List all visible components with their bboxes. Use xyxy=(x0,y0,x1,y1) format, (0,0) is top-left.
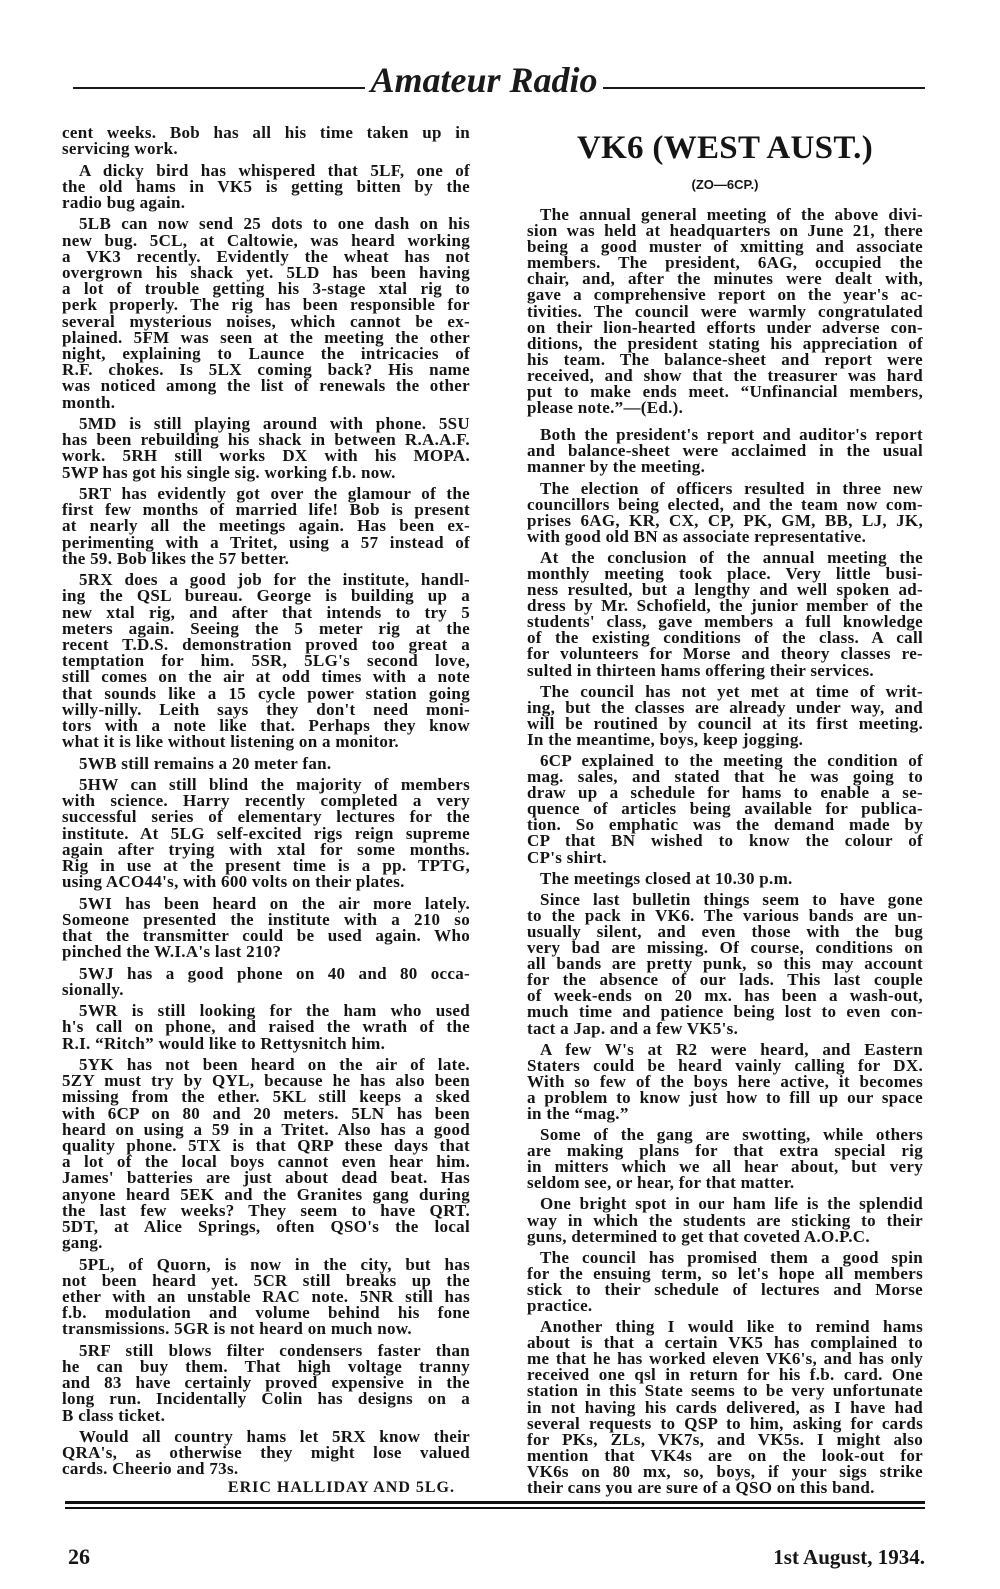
text-line: The meetings closed at 10.30 p.m. xyxy=(540,868,793,888)
text-line: was noticed among the list of renewals the other xyxy=(62,376,470,396)
text-line: 5MD is still playing around with phone. 5SU xyxy=(79,414,470,434)
text-line: the last few weeks? They seem to have QRT. xyxy=(62,1200,470,1220)
text-line: recent T.D.S. demonstration proved too great a xyxy=(62,635,470,655)
text-line: sionally. xyxy=(62,979,124,999)
text-line: in mitters which we all hear about, but very xyxy=(527,1157,923,1177)
paragraph xyxy=(527,207,923,416)
text-line: 5WR is still looking for the ham who used xyxy=(79,1001,470,1021)
text-line: in not having his cards delivered, as I have had xyxy=(527,1397,923,1417)
text-line: usually silent, and even those with the bug xyxy=(527,921,923,941)
text-line: in the “mag.” xyxy=(527,1103,629,1123)
text-line: way in which the students are sticking to their xyxy=(527,1210,923,1230)
text-line: to the pack in VK6. The various bands are un- xyxy=(527,905,923,925)
text-line: of week-ends on 20 mx. has been a wash-out, xyxy=(527,986,923,1006)
masthead-rule-right xyxy=(603,87,925,89)
text-line: gave a comprehensive report on the year's ac- xyxy=(527,285,923,305)
text-line: 5RX does a good job for the institute, handl- xyxy=(79,570,470,590)
text-line: has been rebuilding his shack in between R.A.A.F. xyxy=(62,430,470,450)
text-line: first few months of married life! Bob is present xyxy=(62,500,470,520)
text-line: will be routined by council at its first meeting. xyxy=(527,713,923,733)
text-line: The election of officers resulted in three new xyxy=(540,478,923,498)
text-line: quality phone. 5TX is that QRP these days that xyxy=(62,1136,470,1156)
text-line: CP that BN wished to know the colour of xyxy=(527,831,923,851)
paragraph xyxy=(62,1254,470,1339)
text-line: meters again. Seeing the 5 meter rig at the xyxy=(62,618,470,638)
text-line: servicing work. xyxy=(62,139,178,159)
text-line: mag. sales, and stated that he was going to xyxy=(527,767,923,787)
text-line: A few W's at R2 were heard, and Eastern xyxy=(540,1039,923,1059)
text-line: guns, determined to get that coveted A.O.P.C. xyxy=(527,1226,870,1246)
text-line: tors with a note like that. Perhaps they know xyxy=(62,716,470,736)
paragraph xyxy=(62,416,470,481)
text-line: plained. 5FM was seen at the meeting the other xyxy=(62,327,470,347)
text-line: with science. Harry recently completed a very xyxy=(62,791,470,811)
text-line: 5WB still remains a 20 meter fan. xyxy=(79,753,332,773)
text-line: long run. Incidentally Colin has designs on a xyxy=(62,1389,470,1409)
text-line: he can buy them. That high voltage tranny xyxy=(62,1357,470,1377)
text-line: 5WI has been heard on the air more lately. xyxy=(79,893,470,913)
text-line: Someone presented the institute with a 210 so xyxy=(62,909,470,929)
text-line: tact a Jap. and a few VK5's. xyxy=(527,1018,739,1038)
text-line: 5RT has evidently got over the glamour of the xyxy=(79,484,470,504)
text-line: 5YK has not been heard on the air of late. xyxy=(79,1055,470,1075)
text-line: on their lion-hearted efforts under adverse con- xyxy=(527,317,923,337)
section-header xyxy=(527,128,923,194)
paragraph xyxy=(527,1039,923,1123)
text-line: The annual general meeting of the above divi- xyxy=(540,205,923,224)
text-line: monthly meeting took place. Very little busi- xyxy=(527,563,923,583)
text-line: R.I. “Ritch” would like to Rettysnitch him. xyxy=(62,1033,386,1053)
text-line: 5HW can still blind the majority of members xyxy=(79,775,470,795)
text-line: 5RF still blows filter condensers faster than xyxy=(79,1340,470,1360)
text-line: Some of the gang are swotting, while others xyxy=(540,1125,923,1145)
text-line: chair, and, after the minutes were dealt with, xyxy=(527,269,923,289)
text-line: With so few of the boys here active, it becomes xyxy=(527,1071,923,1091)
text-line: being a good muster of xmitting and associate xyxy=(527,237,923,257)
text-line: much time and patience being lost to even con- xyxy=(527,1002,923,1022)
text-line: Would all country hams let 5RX know their xyxy=(79,1427,470,1447)
text-line: station in this State seems to be very unfortunate xyxy=(527,1381,923,1401)
text-line: a lot of the local boys cannot even hear him. xyxy=(62,1152,470,1172)
text-line: work. 5RH still works DX with his MOPA. xyxy=(62,446,470,466)
text-line: radio bug again. xyxy=(62,193,186,212)
text-line: One bright spot in our ham life is the splendid xyxy=(540,1194,923,1214)
text-line: councillors being elected, and the team now com- xyxy=(527,494,923,514)
text-line: CP's shirt. xyxy=(527,847,607,867)
text-line: institute. At 5LG self-excited rigs reign supreme xyxy=(62,823,470,843)
text-line: of the existing conditions of the class. A call xyxy=(527,628,923,648)
text-line: The council has promised them a good spin xyxy=(540,1247,923,1267)
text-line: students' class, gave members a full knowledge xyxy=(527,612,923,632)
paragraph xyxy=(62,1429,470,1478)
text-line: The council has not yet met at time of writ- xyxy=(540,681,923,701)
text-line: QRA's, as otherwise they might lose valued xyxy=(62,1443,470,1463)
text-line: ing the QSL bureau. George is building up a xyxy=(62,586,470,606)
text-line: are making plans for that extra special rig xyxy=(527,1141,923,1161)
text-line: A dicky bird has whispered that 5LF, one of xyxy=(79,160,470,180)
text-line: h's call on phone, and raised the wrath of the xyxy=(62,1017,470,1037)
left-column xyxy=(62,125,470,1496)
text-line: several mysterious noises, which cannot be ex- xyxy=(62,311,470,331)
text-line: what it is like without listening on a monitor. xyxy=(62,732,399,752)
text-line: a lot of trouble getting his 3-stage xtal rig to xyxy=(62,279,470,299)
text-line: not been heard yet. 5CR still breaks up the xyxy=(62,1270,470,1290)
text-line: At the conclusion of the annual meeting the xyxy=(540,547,923,567)
text-line: again after trying with xtal for some months. xyxy=(62,839,470,859)
text-line: Since last bulletin things seem to have gone xyxy=(540,889,923,909)
paragraph xyxy=(527,1247,923,1315)
paragraph xyxy=(527,681,923,749)
text-line: at nearly all the meetings again. Has been ex- xyxy=(62,516,470,536)
text-line: James' batteries are just about dead beat. Has xyxy=(62,1168,470,1188)
text-line: seldom see, or hear, for that matter. xyxy=(527,1173,795,1193)
paragraph xyxy=(62,216,470,410)
paragraph xyxy=(62,893,470,962)
masthead-title: Amateur Radio xyxy=(370,60,598,100)
text-line: R.F. chokes. Is 5LX coming back? His name xyxy=(62,360,470,380)
text-line: please note.”—(Ed.). xyxy=(527,398,684,418)
footer-rule-thin xyxy=(65,1507,925,1509)
text-line: for volunteers for Morse and theory classes re- xyxy=(527,644,923,664)
text-line: cards. Cheerio and 73s. xyxy=(62,1459,239,1479)
text-line: sion was held at headquarters on June 21, there xyxy=(527,221,923,241)
text-line: 6CP explained to the meeting the condition of xyxy=(540,751,923,770)
paragraph xyxy=(527,1196,923,1244)
author-signature: ERIC HALLIDAY AND 5LG. xyxy=(227,1478,455,1496)
text-line: received, and show that the treasurer was hard xyxy=(527,365,923,385)
text-line: for the absence of our lads. This last couple xyxy=(527,970,923,990)
text-line: with 6CP on 80 and 20 meters. 5LN has been xyxy=(62,1103,470,1123)
text-line: B class ticket. xyxy=(62,1405,166,1425)
text-line: prises 6AG, KR, CX, CP, PK, GM, BB, LJ, JK, xyxy=(527,510,923,530)
text-line: gang. xyxy=(62,1233,103,1253)
section-heading: VK6 (WEST AUST.) xyxy=(576,130,874,166)
text-line: month. xyxy=(62,392,116,412)
text-line: Both the president's report and auditor's report xyxy=(540,425,923,445)
paragraph xyxy=(527,1319,923,1496)
paragraph xyxy=(62,1057,470,1251)
text-line: using ACO44's, with 600 volts on their plates. xyxy=(62,872,405,892)
text-line: the 59. Bob likes the 57 better. xyxy=(62,548,290,568)
text-line: their cans you are sure of a QSO on this band. xyxy=(527,1478,875,1498)
text-line: draw up a schedule for hams to enable a se- xyxy=(527,783,923,803)
right-column xyxy=(527,207,923,1501)
text-line: the old hams in VK5 is getting bitten by the xyxy=(62,176,470,196)
text-line: all bands are pretty punk, so this may account xyxy=(527,954,923,974)
text-line: members. The president, 6AG, occupied the xyxy=(527,253,923,273)
paragraph xyxy=(527,427,923,475)
text-line: ness resulted, but a lengthy and well spoken ad- xyxy=(527,580,923,600)
text-line: night, explaining to Launce the intricacies of xyxy=(62,344,470,364)
text-line: anyone heard 5EK and the Granites gang during xyxy=(62,1184,470,1204)
text-line: manner by the meeting. xyxy=(527,457,706,477)
text-line: heard on using a 59 in a Tritet. Also has a good xyxy=(62,1119,470,1139)
text-line: 5PL, of Quorn, is now in the city, but has xyxy=(79,1254,470,1274)
footer-rule xyxy=(65,1501,925,1504)
text-line: new bug. 5CL, at Caltowie, was heard working xyxy=(62,230,470,250)
text-line: ether with an unstable RAC note. 5NR still has xyxy=(62,1287,470,1307)
text-line: Another thing I would like to remind hams xyxy=(540,1317,923,1337)
text-line: practice. xyxy=(527,1296,593,1315)
text-line: sulted in thirteen hams offering their services. xyxy=(527,660,874,680)
paragraph xyxy=(62,125,470,157)
text-line: perk properly. The rig has been responsible for xyxy=(62,295,470,315)
text-line: tion. So emphatic was the demand made by xyxy=(527,815,923,835)
text-line: 5DT, at Alice Springs, often QSO's the local xyxy=(62,1217,470,1237)
text-line: his team. The balance-sheet and report were xyxy=(527,349,923,369)
text-line: 5ZY must try by QYL, because he has also been xyxy=(62,1071,470,1091)
text-line: dress by Mr. Schofield, the junior member of the xyxy=(527,596,923,616)
issue-date: 1st August, 1934. xyxy=(773,1545,925,1569)
text-line: successful series of elementary lectures for the xyxy=(62,807,470,827)
page-number: 26 xyxy=(68,1544,90,1569)
text-line: still comes on the air at odd times with a note xyxy=(62,667,470,687)
paragraph xyxy=(62,486,470,567)
text-line: a problem to know just how to fill up our space xyxy=(527,1087,923,1107)
text-line: f.b. modulation and volume behind his fone xyxy=(62,1303,470,1323)
text-line: Staters could be heard vainly calling for DX. xyxy=(527,1055,923,1075)
paragraph xyxy=(527,478,923,546)
text-line: mention that VK4s are on the look-out for xyxy=(527,1445,923,1465)
text-line: quence of articles being available for publica- xyxy=(527,799,923,819)
paragraph xyxy=(62,777,470,890)
text-line: 5WJ has a good phone on 40 and 80 occa- xyxy=(79,963,470,983)
paragraph xyxy=(527,868,923,888)
text-line: temptation for him. 5SR, 5LG's second love, xyxy=(62,651,470,671)
text-line: overgrown his shack yet. 5LD has been having xyxy=(62,263,470,282)
text-line: and balance-sheet were acclaimed in the usual xyxy=(527,441,923,461)
text-line: In the meantime, boys, keep jogging. xyxy=(527,729,804,749)
text-line: for PKs, ZLs, VK7s, and VK5s. I might also xyxy=(527,1429,923,1449)
paragraph xyxy=(62,1003,470,1052)
text-line: for the ensuing term, so let's hope all members xyxy=(527,1263,923,1283)
text-line: ing, but the classes are already under way, and xyxy=(527,697,923,717)
paragraph xyxy=(62,160,470,212)
text-line: received one qsl in return for his f.b. card. One xyxy=(527,1365,923,1385)
masthead-rule-left xyxy=(73,87,365,89)
text-line: ditions, the president stating his appreciation of xyxy=(527,333,923,353)
text-line: tivities. The council were warmly congratulated xyxy=(527,301,923,321)
text-line: put to make ends meet. “Unfinancial members, xyxy=(527,382,923,402)
paragraph xyxy=(62,963,470,999)
text-line: very bad are missing. Of course, conditions on xyxy=(527,938,923,958)
text-line: willy-nilly. Leith says they don't need moni- xyxy=(62,699,470,719)
text-line: perimenting with a Tritet, using a 57 instead of xyxy=(62,532,470,552)
paragraph xyxy=(527,1127,923,1191)
text-line: and 83 have certainly proved expensive in the xyxy=(62,1373,470,1393)
section-byline: (ZO—6CP.) xyxy=(691,177,759,192)
text-line: that sounds like a 15 cycle power station going xyxy=(62,683,470,703)
paragraph xyxy=(62,1340,470,1425)
text-line: several requests to QSP to him, asking for cards xyxy=(527,1413,923,1433)
paragraph xyxy=(62,753,470,773)
paragraph xyxy=(62,572,470,750)
text-line: that the transmitter could be used again. Who xyxy=(62,926,470,946)
paragraph xyxy=(527,753,923,866)
text-line: a VK3 recently. Evidently the wheat has not xyxy=(62,246,470,266)
paragraph xyxy=(527,547,923,680)
text-line: cent weeks. Bob has all his time taken up in xyxy=(62,123,470,142)
text-line: new xtal rig, and after that intends to try 5 xyxy=(62,602,470,622)
text-line: Rig in use at the present time is a pp. TPTG, xyxy=(62,856,470,876)
text-line: 5WP has got his single sig. working f.b. now. xyxy=(62,462,396,482)
text-line: transmissions. 5GR is not heard on much now. xyxy=(62,1319,412,1339)
text-line: about is that a certain VK5 has complained to xyxy=(527,1333,923,1353)
text-line: pinched the W.I.A's last 210? xyxy=(62,942,282,962)
text-line: missing from the ether. 5KL still keeps a sked xyxy=(62,1087,470,1107)
paragraph xyxy=(527,889,923,1038)
text-line: VK6s on 80 mx, so, boys, if your sigs strike xyxy=(527,1461,923,1481)
text-line: stick to their schedule of lectures and Morse xyxy=(527,1279,923,1299)
text-line: with good old BN as associate representative. xyxy=(527,526,867,546)
text-line: me that he has worked eleven VK6's, and has only xyxy=(527,1349,923,1369)
text-line: 5LB can now send 25 dots to one dash on his xyxy=(79,214,470,234)
